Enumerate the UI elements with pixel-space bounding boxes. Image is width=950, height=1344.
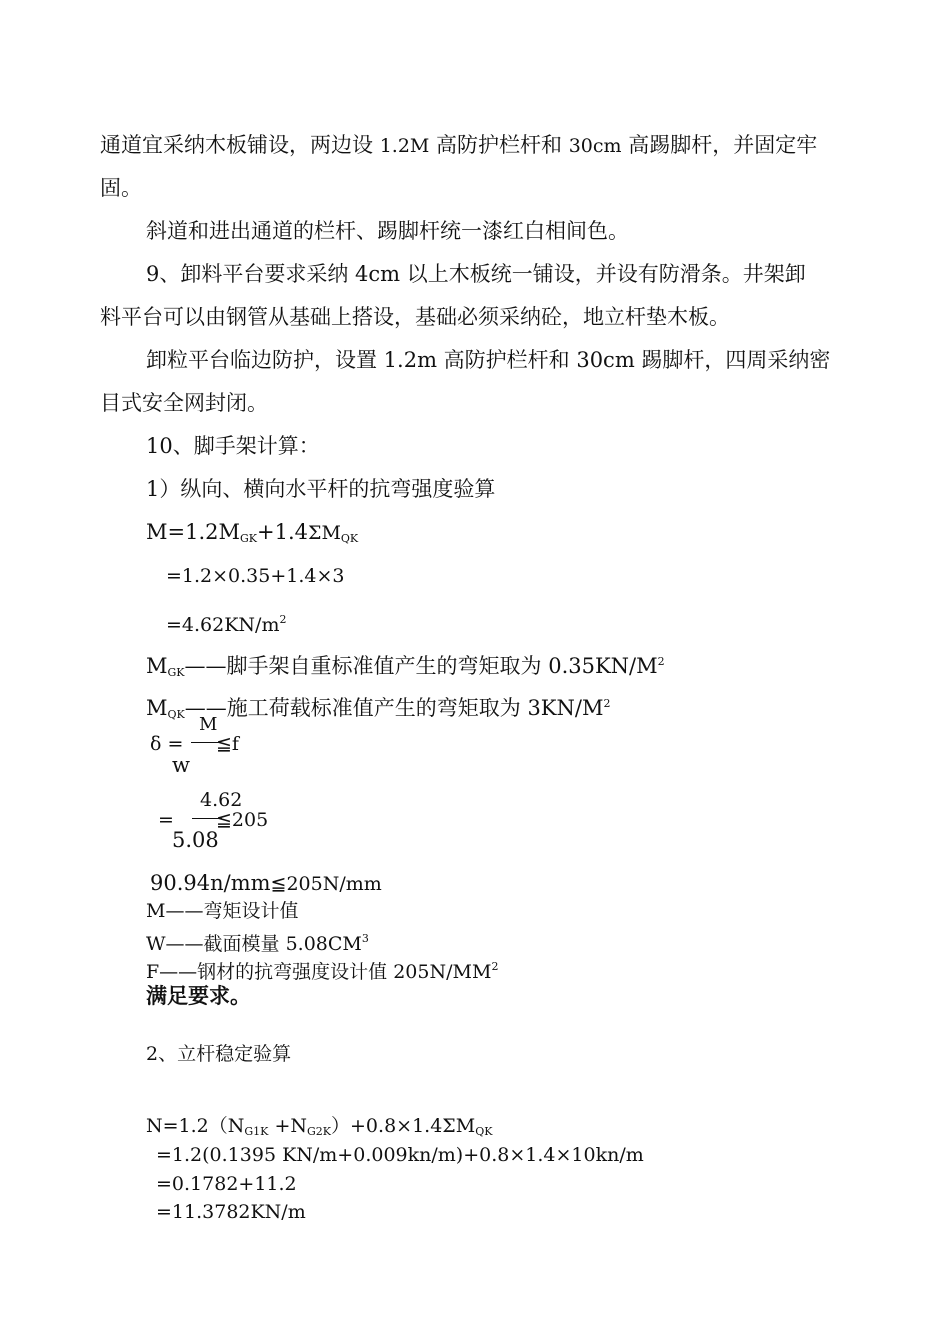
text: +N — [268, 1115, 307, 1137]
text: 90.94n/mm — [150, 871, 271, 895]
fraction-2-numerator: 4.62 — [200, 789, 243, 811]
text: M — [146, 696, 168, 720]
paragraph-1-line-1 — [100, 131, 817, 160]
text: F——钢材的抗弯强度设计值 205N/MM — [146, 961, 492, 983]
subscript: G2K — [307, 1125, 332, 1138]
text: ΣM — [308, 522, 341, 544]
superscript: 2 — [279, 613, 287, 626]
subscript: QK — [340, 532, 359, 545]
text: +1.4 — [257, 520, 309, 544]
superscript: 2 — [603, 697, 611, 710]
paragraph-3-line-2: 料平台可以由钢管从基础上搭设，基础必须采纳砼，地立杆垫木板。 — [100, 305, 730, 329]
equation-n-line-4: =11.3782KN/m — [156, 1201, 306, 1223]
equation-m-line-2: =1.2×0.35+1.4×3 — [166, 565, 345, 587]
text: ——施工荷载标准值产生的弯矩取为 3KN/M — [184, 696, 604, 720]
definition-m — [146, 897, 298, 925]
result-line — [150, 869, 382, 898]
equation-n-line-3: =0.1782+11.2 — [156, 1173, 297, 1195]
equation-m — [146, 518, 358, 553]
heading-10: 10、脚手架计算： — [146, 434, 320, 458]
text: M — [146, 654, 168, 678]
paragraph-1-line-2: 固。 — [100, 176, 142, 200]
subscript: QK — [167, 708, 185, 721]
superscript: 2 — [657, 655, 665, 668]
fraction-2-denominator: 5.08 — [172, 828, 219, 852]
equation-n-line-2: =1.2(0.1395 KN/m+0.009kn/m)+0.8×1.4×10kn/m — [156, 1144, 644, 1166]
superscript: 3 — [361, 932, 369, 945]
text: ≦205N/mm — [270, 873, 382, 895]
text: 高踢脚杆，并固定牢 — [621, 133, 818, 157]
fraction-2-relation: ≦205 — [216, 809, 269, 831]
heading-1: 1）纵向、横向水平杆的抗弯强度验算 — [146, 477, 496, 501]
equation-m-line-3 — [166, 606, 286, 639]
text: 30cm — [568, 135, 622, 157]
text: ）+0.8×1.4ΣM — [331, 1115, 476, 1137]
subscript: GK — [240, 532, 258, 545]
text: 高防护栏杆和 — [429, 133, 569, 157]
fraction-1-lhs: δ = — [150, 733, 184, 755]
text: M=1.2M — [146, 520, 240, 544]
subscript: GK — [167, 666, 185, 679]
fraction-1-denominator: w — [172, 753, 190, 777]
fraction-1-numerator: M — [199, 714, 218, 735]
paragraph-4-line-2: 目式安全网封闭。 — [100, 391, 268, 415]
heading-2: 2、立杆稳定验算 — [146, 1043, 292, 1065]
conclusion-text: 满足要求。 — [146, 983, 251, 1008]
text: M——弯矩设计值 — [146, 900, 299, 922]
fraction-1-relation: ≦f — [216, 733, 239, 755]
subscript: G1K — [244, 1125, 269, 1138]
fraction-2-lhs: = — [158, 809, 174, 831]
paragraph-4-line-1: 卸粒平台临边防护，设置 1.2m 高防护栏杆和 30cm 踢脚杆，四周采纳密 — [146, 348, 831, 372]
superscript: 2 — [491, 960, 499, 973]
text: 1.2M — [379, 135, 430, 157]
text: W——截面模量 5.08CM — [146, 933, 362, 955]
text: 通道宜采纳木板铺设，两边设 — [100, 133, 380, 157]
text: =4.62KN/m — [166, 614, 280, 636]
subscript: QK — [475, 1125, 493, 1138]
text: N=1.2（N — [146, 1115, 245, 1137]
conclusion — [146, 982, 251, 1010]
paragraph-3-line-1: 9、卸料平台要求采纳 4cm 以上木板统一铺设，并设有防滑条。井架卸 — [146, 262, 806, 286]
text: ——脚手架自重标准值产生的弯矩取为 0.35KN/M — [184, 654, 658, 678]
paragraph-2: 斜道和进出通道的栏杆、踢脚杆统一漆红白相间色。 — [146, 219, 629, 243]
definition-mgk — [146, 648, 665, 687]
